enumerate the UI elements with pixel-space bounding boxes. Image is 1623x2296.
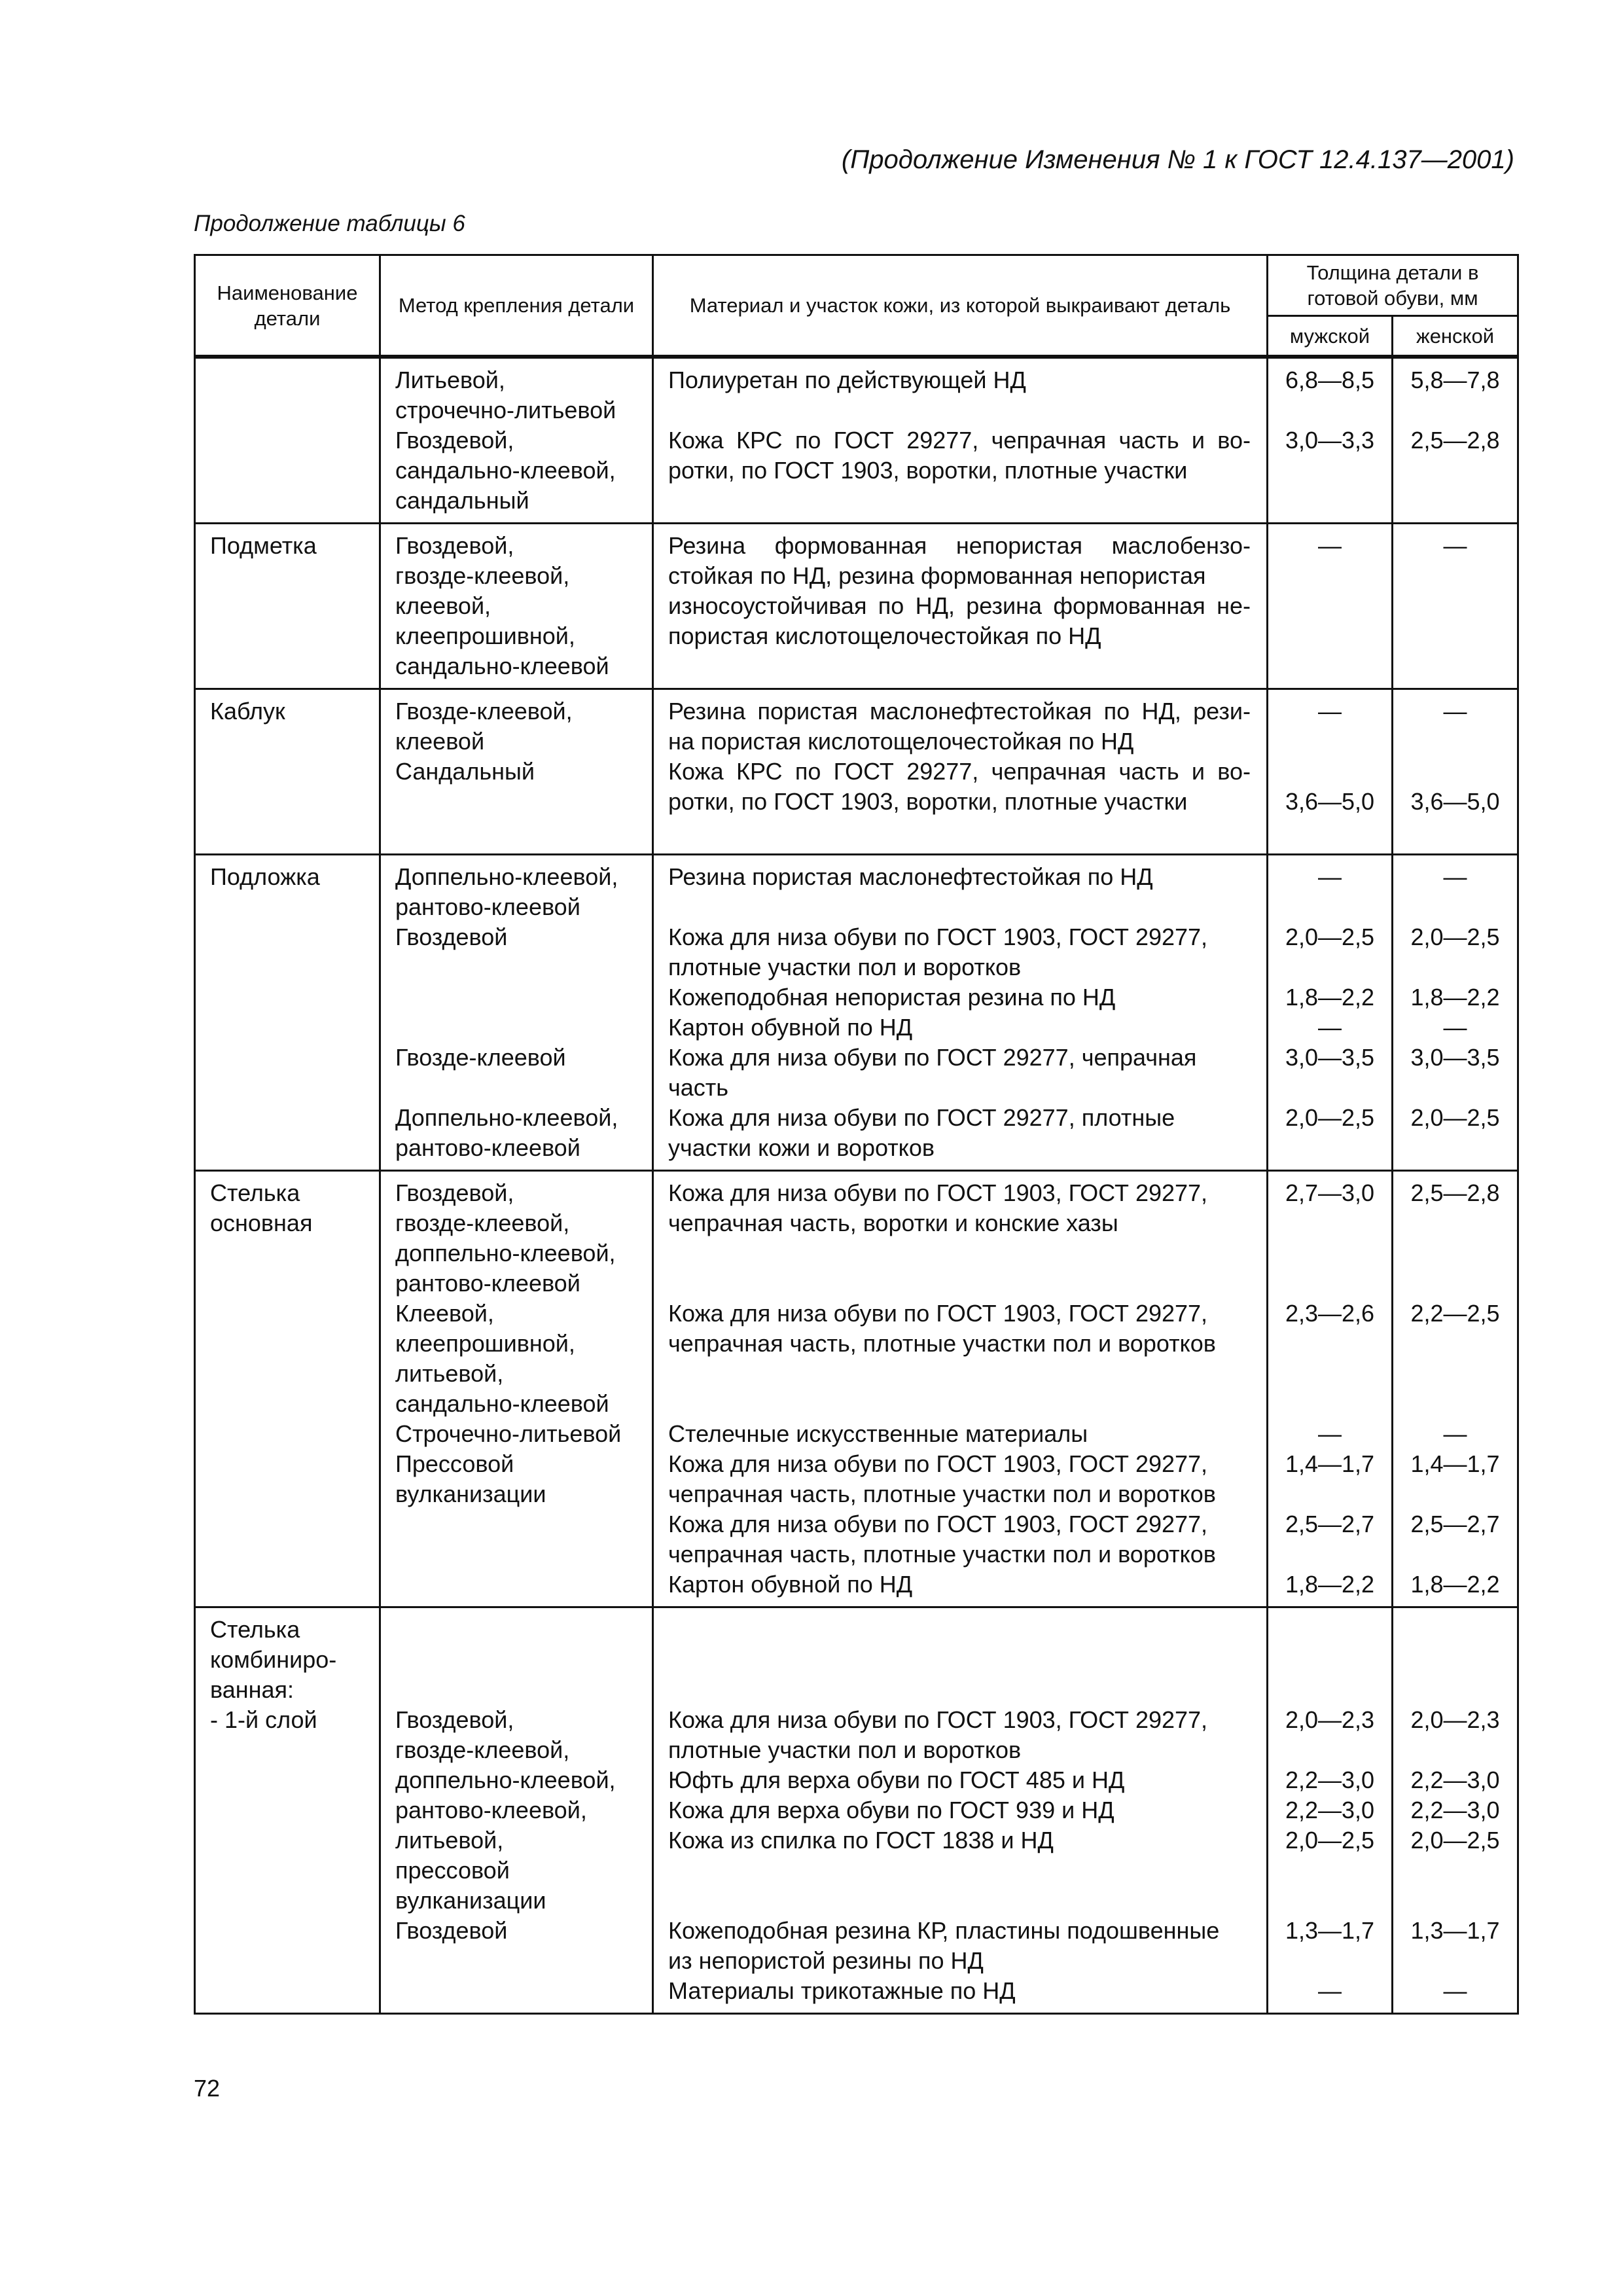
cell-line: гвозде-клеевой,: [395, 1736, 570, 1763]
cell-line: Гвоздевой,: [395, 427, 514, 454]
cell-part-name: [195, 1607, 380, 2014]
cell-line: —: [1318, 532, 1342, 559]
cell-thickness-male: [1268, 524, 1393, 689]
cell-line: Кожеподобная непористая резина по НД: [668, 984, 1116, 1011]
cell-line: [395, 952, 640, 982]
cell-line: [1271, 726, 1389, 757]
cell-line: [1396, 1238, 1514, 1268]
cell-line: [668, 1886, 1251, 1916]
cell-line: 2,0—2,3: [1410, 1706, 1500, 1733]
cell-line: Гвозде-клеевой,: [395, 698, 573, 725]
cell-line: чепрачная часть, плотные участки пол и воротков: [668, 1480, 1216, 1507]
cell-line: комбиниро-: [210, 1646, 337, 1673]
cell-line: [1271, 757, 1389, 787]
cell-line: сандально-клеевой,: [395, 457, 616, 484]
cell-line: 3,0—3,5: [1285, 1044, 1375, 1071]
cell-line: 1,8—2,2: [1410, 1571, 1500, 1598]
cell-attachment-method: [380, 357, 653, 524]
cell-line: вулканизации: [395, 1887, 546, 1914]
cell-line: доппельно-клеевой,: [395, 1240, 616, 1266]
cell-line: [1396, 1675, 1514, 1705]
cell-material: [653, 357, 1268, 524]
cell-line: Доппельно-клеевой,: [395, 863, 618, 890]
cell-line: [1396, 1479, 1514, 1509]
cell-line: [1396, 1856, 1514, 1886]
cell-line: гвозде-клеевой,: [395, 562, 570, 589]
cell-line: Подметка: [210, 532, 317, 559]
cell-line: из непористой резины по НД: [668, 1947, 984, 1974]
cell-thickness-female: [1393, 1171, 1518, 1607]
cell-line: [1396, 952, 1514, 982]
cell-line: вулканизации: [395, 1480, 546, 1507]
cell-line: 2,2—3,0: [1285, 1767, 1375, 1793]
column-header-male: мужской: [1268, 316, 1393, 357]
cell-line: Гвоздевой: [395, 924, 508, 950]
cell-line: часть: [668, 1074, 729, 1101]
cell-line: [668, 1268, 1251, 1299]
table-row: [195, 689, 1518, 855]
cell-line: рантово-клеевой,: [395, 1797, 587, 1823]
cell-line: Каблук: [210, 698, 285, 725]
column-header-thickness: Толщина детали в готовой обуви, мм: [1268, 255, 1518, 316]
column-header-female: женской: [1393, 316, 1518, 357]
cell-line: 1,3—1,7: [1285, 1917, 1375, 1944]
cell-line: —: [1443, 1977, 1467, 2004]
table-container: [194, 254, 1517, 2015]
cell-line: [1396, 892, 1514, 922]
cell-line: —: [1318, 1977, 1342, 2004]
cell-line: [1396, 1645, 1514, 1675]
cell-line: чепрачная часть, плотные участки пол и воротков: [668, 1330, 1216, 1357]
cell-line: Прессовой: [395, 1450, 514, 1477]
cell-line: [1271, 1268, 1389, 1299]
cell-line: пористая кислотощелочестойкая по НД: [668, 622, 1101, 649]
cell-line: [668, 1389, 1251, 1419]
cell-line: 2,0—2,5: [1285, 1104, 1375, 1131]
cell-line: [1271, 1615, 1389, 1645]
cell-line: Кожа для низа обуви по ГОСТ 1903, ГОСТ 29277,: [668, 1179, 1208, 1206]
cell-line: Картон обувной по НД: [668, 1014, 913, 1041]
cell-line: [668, 1675, 1251, 1705]
cell-line: 1,8—2,2: [1285, 984, 1375, 1011]
cell-line: Литьевой,: [395, 367, 505, 393]
cell-line: [1396, 1268, 1514, 1299]
cell-line: [395, 982, 640, 1013]
cell-line: Кожа для низа обуви по ГОСТ 1903, ГОСТ 29277,: [668, 1300, 1208, 1327]
cell-line: [395, 1013, 640, 1043]
cell-line: сандально-клеевой: [395, 653, 609, 679]
cell-part-name: [195, 689, 380, 855]
cell-material: [653, 855, 1268, 1171]
cell-line: Гвозде-клеевой: [395, 1044, 566, 1071]
cell-line: Кожеподобная резина КР, пластины подошвенные: [668, 1917, 1220, 1944]
cell-line: [1271, 1539, 1389, 1570]
cell-line: ротки, по ГОСТ 1903, воротки, плотные участки: [668, 457, 1188, 484]
cell-line: [1396, 1539, 1514, 1570]
cell-line: 1,8—2,2: [1410, 984, 1500, 1011]
column-header-method: Метод крепления детали: [380, 255, 653, 357]
cell-line: Доппельно-клеевой,: [395, 1104, 618, 1131]
cell-line: —: [1318, 698, 1342, 725]
cell-line: плотные участки пол и воротков: [668, 954, 1022, 980]
cell-line: [1271, 892, 1389, 922]
cell-line: 2,7—3,0: [1285, 1179, 1375, 1206]
cell-line: [1271, 1675, 1389, 1705]
cell-line: [668, 1645, 1251, 1675]
cell-line: 1,3—1,7: [1410, 1917, 1500, 1944]
cell-line: Кожа КРС по ГОСТ 29277, чепрачная часть и во-: [668, 758, 1251, 785]
table-row: [195, 524, 1518, 689]
cell-line: [1396, 395, 1514, 425]
cell-line: [395, 1615, 640, 1645]
cell-material: [653, 1171, 1268, 1607]
cell-thickness-female: [1393, 855, 1518, 1171]
cell-line: гвозде-клеевой,: [395, 1210, 570, 1236]
table-header: [195, 255, 1518, 357]
cell-part-name: [195, 855, 380, 1171]
cell-part-name: [195, 1171, 380, 1607]
cell-line: плотные участки пол и воротков: [668, 1736, 1022, 1763]
cell-line: 2,2—3,0: [1410, 1767, 1500, 1793]
cell-line: Резина пористая маслонефтестойкая по НД, рези-: [668, 698, 1251, 725]
cell-material: [653, 689, 1268, 855]
cell-attachment-method: [380, 1607, 653, 2014]
continuation-title: (Продолжение Изменения № 1 к ГОСТ 12.4.137—2001): [841, 145, 1514, 174]
cell-line: ванная:: [210, 1676, 294, 1703]
cell-thickness-male: [1268, 855, 1393, 1171]
cell-line: [1271, 1479, 1389, 1509]
cell-line: Гвоздевой,: [395, 532, 514, 559]
cell-line: Кожа из спилка по ГОСТ 1838 и НД: [668, 1827, 1054, 1854]
cell-line: 2,0—2,5: [1410, 1827, 1500, 1854]
cell-line: [668, 1238, 1251, 1268]
cell-line: —: [1318, 863, 1342, 890]
cell-line: [395, 1645, 640, 1675]
cell-line: Кожа для низа обуви по ГОСТ 1903, ГОСТ 29277,: [668, 1450, 1208, 1477]
cell-line: [1396, 1329, 1514, 1359]
cell-line: [395, 1675, 640, 1705]
cell-line: —: [1443, 1420, 1467, 1447]
cell-thickness-female: [1393, 1607, 1518, 2014]
cell-part-name: [195, 524, 380, 689]
specification-table: [194, 254, 1519, 2015]
cell-line: Стелечные искусственные материалы: [668, 1420, 1088, 1447]
cell-line: Гвоздевой,: [395, 1179, 514, 1206]
cell-line: [668, 892, 1251, 922]
cell-line: - 1-й слой: [210, 1706, 317, 1733]
cell-line: Картон обувной по НД: [668, 1571, 913, 1598]
cell-line: [1271, 1238, 1389, 1268]
cell-line: клеепрошивной,: [395, 1330, 575, 1357]
cell-line: Резина формованная непористая маслобензо-: [668, 532, 1251, 559]
cell-line: основная: [210, 1210, 313, 1236]
table-caption: Продолжение таблицы 6: [194, 211, 465, 236]
cell-line: [1396, 1208, 1514, 1238]
cell-line: 2,0—2,5: [1285, 1827, 1375, 1854]
cell-attachment-method: [380, 1171, 653, 1607]
cell-line: [1271, 1359, 1389, 1389]
cell-line: Полиуретан по действующей НД: [668, 367, 1026, 393]
cell-line: [1271, 1073, 1389, 1103]
cell-material: [653, 1607, 1268, 2014]
cell-line: Подложка: [210, 863, 320, 890]
cell-line: рантово-клеевой: [395, 1270, 580, 1297]
cell-line: клеевой,: [395, 592, 491, 619]
cell-line: 2,2—3,0: [1285, 1797, 1375, 1823]
cell-line: [1271, 1856, 1389, 1886]
cell-line: 2,5—2,7: [1285, 1511, 1375, 1537]
cell-line: [668, 1615, 1251, 1645]
cell-line: [668, 395, 1251, 425]
cell-line: Стелька: [210, 1616, 300, 1643]
cell-line: Кожа КРС по ГОСТ 29277, чепрачная часть и во-: [668, 427, 1251, 454]
cell-line: [1396, 757, 1514, 787]
cell-line: Кожа для низа обуви по ГОСТ 1903, ГОСТ 29277,: [668, 1706, 1208, 1733]
cell-line: Клеевой,: [395, 1300, 494, 1327]
cell-line: [1396, 1389, 1514, 1419]
cell-line: —: [1443, 863, 1467, 890]
cell-line: 1,4—1,7: [1410, 1450, 1500, 1477]
cell-attachment-method: [380, 855, 653, 1171]
cell-line: Кожа для низа обуви по ГОСТ 29277, чепрачная: [668, 1044, 1197, 1071]
cell-line: 2,5—2,8: [1410, 427, 1500, 454]
cell-thickness-female: [1393, 524, 1518, 689]
cell-line: 3,6—5,0: [1410, 788, 1500, 815]
cell-line: —: [1443, 532, 1467, 559]
cell-line: [1271, 1946, 1389, 1976]
cell-line: Строчечно-литьевой: [395, 1420, 622, 1447]
cell-line: [1396, 726, 1514, 757]
cell-line: 2,0—2,5: [1285, 924, 1375, 950]
cell-line: Кожа для верха обуви по ГОСТ 939 и НД: [668, 1797, 1115, 1823]
cell-line: 2,3—2,6: [1285, 1300, 1375, 1327]
cell-line: литьевой,: [395, 1360, 504, 1387]
cell-line: участки кожи и воротков: [668, 1134, 935, 1161]
cell-line: [1271, 1208, 1389, 1238]
cell-line: 2,0—2,5: [1410, 1104, 1500, 1131]
cell-line: 2,5—2,8: [1410, 1179, 1500, 1206]
cell-line: [1396, 1073, 1514, 1103]
cell-line: 1,8—2,2: [1285, 1571, 1375, 1598]
cell-line: рантово-клеевой: [395, 893, 580, 920]
cell-line: 5,8—7,8: [1410, 367, 1500, 393]
cell-line: износоустойчивая по НД, резина формованная не-: [668, 592, 1251, 619]
cell-line: [1396, 1615, 1514, 1645]
cell-line: 3,6—5,0: [1285, 788, 1375, 815]
cell-thickness-male: [1268, 1607, 1393, 2014]
cell-line: [1271, 1886, 1389, 1916]
cell-line: рантово-клеевой: [395, 1134, 580, 1161]
cell-line: литьевой,: [395, 1827, 504, 1854]
cell-thickness-female: [1393, 689, 1518, 855]
cell-line: Гвоздевой,: [395, 1706, 514, 1733]
cell-line: [1271, 1735, 1389, 1765]
cell-line: [1396, 1735, 1514, 1765]
cell-line: ротки, по ГОСТ 1903, воротки, плотные участки: [668, 788, 1188, 815]
cell-line: 3,0—3,5: [1410, 1044, 1500, 1071]
cell-line: доппельно-клеевой,: [395, 1767, 616, 1793]
cell-line: Кожа для низа обуви по ГОСТ 1903, ГОСТ 29277,: [668, 1511, 1208, 1537]
header-row: [195, 255, 1518, 316]
column-header-material: Материал и участок кожи, из которой выкраивают деталь: [653, 255, 1268, 357]
cell-line: Юфть для верха обуви по ГОСТ 485 и НД: [668, 1767, 1125, 1793]
cell-line: [668, 817, 1251, 847]
cell-line: Кожа для низа обуви по ГОСТ 29277, плотные: [668, 1104, 1175, 1131]
table-row: [195, 357, 1518, 524]
cell-line: [395, 1073, 640, 1103]
cell-line: Гвоздевой: [395, 1917, 508, 1944]
cell-line: Стелька: [210, 1179, 300, 1206]
cell-line: Сандальный: [395, 758, 535, 785]
cell-line: сандальный: [395, 487, 529, 514]
column-header-name: Наименование детали: [195, 255, 380, 357]
cell-line: [1271, 1389, 1389, 1419]
cell-line: строчечно-литьевой: [395, 397, 616, 423]
cell-line: клеепрошивной,: [395, 622, 575, 649]
table-row: [195, 1171, 1518, 1607]
cell-line: Резина пористая маслонефтестойкая по НД: [668, 863, 1153, 890]
cell-line: [1396, 1946, 1514, 1976]
cell-line: [210, 365, 367, 395]
cell-material: [653, 524, 1268, 689]
cell-line: 6,8—8,5: [1285, 367, 1375, 393]
cell-line: 2,5—2,7: [1410, 1511, 1500, 1537]
table-body: [195, 357, 1518, 2014]
cell-line: 3,0—3,3: [1285, 427, 1375, 454]
cell-line: чепрачная часть, плотные участки пол и воротков: [668, 1541, 1216, 1568]
cell-thickness-male: [1268, 1171, 1393, 1607]
cell-line: стойкая по НД, резина формованная непористая: [668, 562, 1206, 589]
cell-line: —: [1443, 1014, 1467, 1041]
cell-line: 2,2—3,0: [1410, 1797, 1500, 1823]
table-row: [195, 855, 1518, 1171]
cell-line: [1396, 1886, 1514, 1916]
cell-line: чепрачная часть, воротки и конские хазы: [668, 1210, 1118, 1236]
cell-line: 1,4—1,7: [1285, 1450, 1375, 1477]
cell-line: [1271, 1329, 1389, 1359]
cell-line: клеевой: [395, 728, 485, 755]
cell-attachment-method: [380, 524, 653, 689]
cell-line: 2,0—2,5: [1410, 924, 1500, 950]
cell-line: [1396, 1359, 1514, 1389]
cell-thickness-male: [1268, 689, 1393, 855]
cell-attachment-method: [380, 689, 653, 855]
cell-line: —: [1318, 1420, 1342, 1447]
cell-line: 2,0—2,3: [1285, 1706, 1375, 1733]
cell-line: Кожа для низа обуви по ГОСТ 1903, ГОСТ 29277,: [668, 924, 1208, 950]
cell-line: [1271, 395, 1389, 425]
cell-line: [1271, 952, 1389, 982]
cell-line: [668, 1856, 1251, 1886]
cell-line: прессовой: [395, 1857, 510, 1884]
cell-thickness-female: [1393, 357, 1518, 524]
cell-line: Материалы трикотажные по НД: [668, 1977, 1016, 2004]
cell-line: [668, 1359, 1251, 1389]
cell-thickness-male: [1268, 357, 1393, 524]
cell-line: —: [1318, 1014, 1342, 1041]
cell-line: [1271, 1645, 1389, 1675]
cell-part-name: [195, 357, 380, 524]
cell-line: 2,2—2,5: [1410, 1300, 1500, 1327]
cell-line: —: [1443, 698, 1467, 725]
cell-line: на пористая кислотощелочестойкая по НД: [668, 728, 1134, 755]
page-number: 72: [194, 2075, 221, 2102]
cell-line: сандально-клеевой: [395, 1390, 609, 1417]
table-row: [195, 1607, 1518, 2014]
